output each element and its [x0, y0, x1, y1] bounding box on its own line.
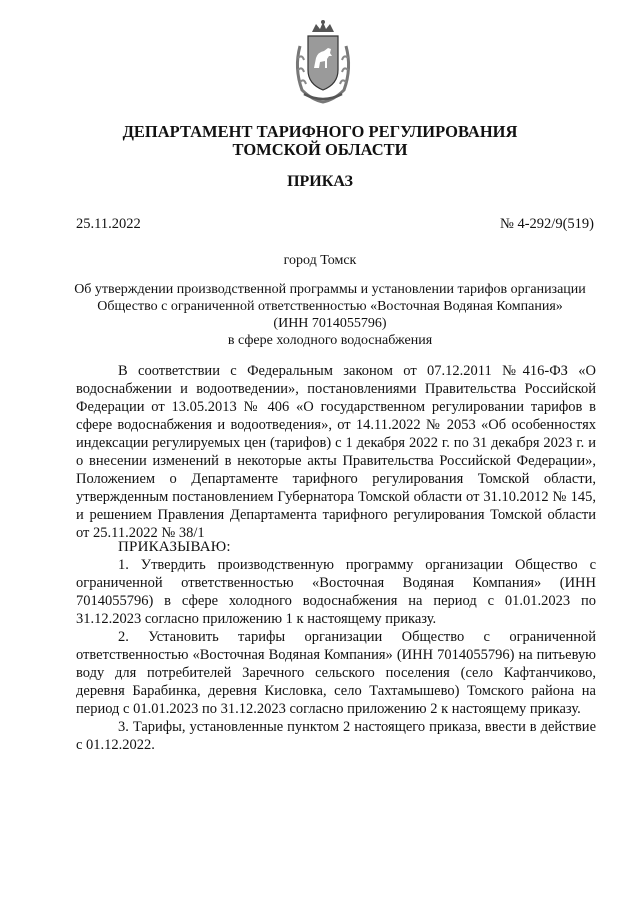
- decree-word: ПРИКАЗЫВАЮ:: [118, 539, 231, 555]
- subject-line: Общество с ограниченной ответственностью «Восточная Водяная Компания»: [97, 299, 563, 314]
- subject-line: Об утверждении производственной программы и установлении тарифов организации: [74, 282, 586, 297]
- department-title-line2: ТОМСКОЙ ОБЛАСТИ: [232, 140, 408, 159]
- order-item: 1. Утвердить производственную программу организации Общество с ограниченной ответственностью «Восточная Водяная Компания» (ИНН 7014055796) в сфере холодного водоснабжения на период с 01.01.2023 по 31.12.2023 согласно приложению 1 к настоящему приказу.: [76, 557, 596, 627]
- document-type: ПРИКАЗ: [287, 173, 353, 190]
- order-item: 3. Тарифы, установленные пунктом 2 настоящего приказа, ввести в действие с 01.12.2022.: [76, 719, 596, 753]
- legal-basis-paragraph: В соответствии с Федеральным законом от 07.12.2011 №416-ФЗ «О водоснабжении и водоотведении», постановлениями Правительства Российской Федерации от 13.05.2013 № 406 «О государственном регулировании тарифов в сфере водоснабжения и водоотведения», от 14.11.2022 № 2053 «Об особенностях индексации регулируемых цен (тарифов) с 1 декабря 2022 г. по 31 декабря 2023 г. и о внесении изменений в некоторые акты Правительства Российской Федерации», Положением о Департаменте тарифного регулирования Томской области, утвержденным постановлением Губернатора Томской области от 31.10.2012 № 145, и решением Правления Департамента тарифного регулирования Томской области от 25.11.2022 № 38/1: [76, 363, 596, 541]
- subject-line: в сфере холодного водоснабжения: [227, 333, 433, 348]
- coat-of-arms-emblem: [292, 18, 354, 104]
- document-number: № 4-292/9(519): [500, 216, 594, 232]
- document-subject: [60, 281, 600, 349]
- order-section: [76, 538, 596, 754]
- document-city: город Томск: [283, 253, 357, 268]
- department-title-line1: ДЕПАРТАМЕНТ ТАРИФНОГО РЕГУЛИРОВАНИЯ: [122, 122, 518, 141]
- coat-of-arms-icon: [292, 18, 354, 104]
- order-item: 2. Установить тарифы организации Общество с ограниченной ответственностью «Восточная Водяная Компания» (ИНН 7014055796) на питьевую воду для потребителей Заречного сельского поселения (село Кафтанчиково, деревня Барабинка, деревня Кисловка, село Тахтамышево) Томского района на период с 01.01.2023 по 31.12.2023 согласно приложению 2 к настоящему приказу.: [76, 629, 596, 717]
- document-date: 25.11.2022: [76, 216, 141, 232]
- subject-line: (ИНН 7014055796): [273, 316, 387, 331]
- legal-basis-section: [76, 362, 596, 542]
